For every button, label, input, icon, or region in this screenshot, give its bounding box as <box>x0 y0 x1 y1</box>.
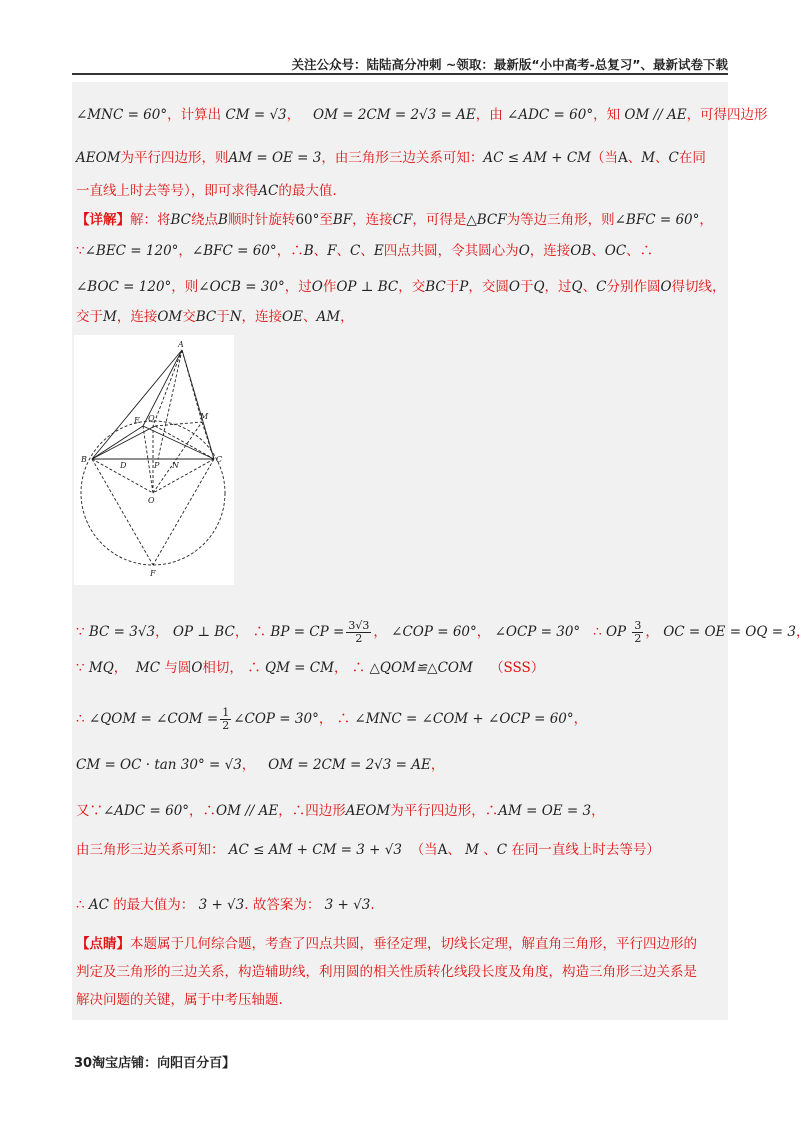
math: ∠OCB = 30° <box>198 279 285 295</box>
math: 3 + √3 <box>324 897 371 913</box>
segment-oe <box>143 426 153 493</box>
text: 交于 <box>76 309 103 325</box>
math: OP ⊥ BC <box>336 279 399 295</box>
therefore-symbol: ∴ <box>247 660 261 676</box>
math: E <box>373 243 384 259</box>
math: O <box>660 279 672 295</box>
label-q: Q <box>148 414 155 423</box>
text: 得切线， <box>671 279 726 295</box>
line-14 <box>76 894 724 916</box>
math: O <box>508 279 520 295</box>
math: ∠ADC = 60° <box>507 107 594 123</box>
math: AEOM <box>76 150 121 166</box>
math: △BCF <box>466 212 507 228</box>
segment-ba <box>92 350 182 459</box>
text: （当 <box>410 842 438 858</box>
text: 与圆 <box>164 660 192 676</box>
text: 、 <box>336 243 350 259</box>
therefore-symbol: ∴ <box>336 711 351 727</box>
fraction-numerator: 3√3 <box>348 619 370 632</box>
segment-cf <box>153 459 214 565</box>
text: 一直线上时去等号），即可求得 <box>76 183 259 199</box>
line-3 <box>76 180 724 202</box>
therefore-symbol: ∴ <box>484 803 499 819</box>
text: ，可得是 <box>412 212 467 228</box>
text: 作 <box>322 279 337 295</box>
math: BC = 3√3 <box>88 624 156 640</box>
text: ， <box>699 212 713 228</box>
page-number: 30 <box>74 1056 93 1071</box>
therefore-symbol: ∴ <box>290 243 304 259</box>
text: ，连接 <box>352 212 393 228</box>
text: （SSS） <box>489 660 545 676</box>
math: M <box>103 309 117 325</box>
text: ， <box>318 711 333 727</box>
math: CM = OC · tan 30° = √3 <box>76 757 242 773</box>
text: ，连接 <box>116 309 158 325</box>
math: ∠BFC = 60° <box>614 212 700 228</box>
text: 交 <box>182 309 196 325</box>
text: ，交 <box>398 279 426 295</box>
math: OE <box>282 309 303 325</box>
math: P <box>459 279 469 295</box>
text: ，连接 <box>529 243 571 259</box>
text: 、 <box>591 243 605 259</box>
math: 3 + √3 <box>198 897 245 913</box>
text: 分别作圆 <box>606 279 661 295</box>
because-symbol: ∵ <box>76 243 85 259</box>
math: MQ <box>88 660 114 676</box>
segment-ec <box>143 426 214 459</box>
page-footer <box>74 1052 235 1071</box>
text: ，则 <box>171 279 199 295</box>
text: ， <box>430 757 445 773</box>
text: 为平行四边形， <box>390 803 485 819</box>
math: AC ≤ AM + CM = 3 + √3 <box>228 842 402 858</box>
math: AM <box>316 309 341 325</box>
fraction <box>632 620 643 645</box>
math: ∠QOM = ∠COM = <box>88 711 219 727</box>
math: M <box>465 842 479 858</box>
math: △QOM≌△COM <box>369 660 473 676</box>
text: 、 <box>655 150 669 166</box>
math: B <box>303 243 314 259</box>
math: BF <box>332 212 353 228</box>
text: ， <box>795 624 809 640</box>
text: 于 <box>216 309 230 325</box>
math: O <box>191 660 203 676</box>
math: ∠COP = 30° <box>233 711 319 727</box>
math: AC ≤ AM + CM <box>483 150 591 166</box>
text: 为等边三角形，则 <box>506 212 615 228</box>
text: ，计算出 <box>167 107 222 123</box>
math: F <box>327 243 337 259</box>
text: 解：将 <box>130 212 171 228</box>
math: B <box>218 212 228 228</box>
segment-am <box>182 350 202 422</box>
therefore-symbol: ∴ <box>291 803 306 819</box>
text: 、 <box>302 309 317 325</box>
text: 在同一直线上时去等号） <box>511 842 660 858</box>
page-header: 关注公众号：陆陆高分冲刺 ~领取：最新版“小中高考-总复习”、最新试卷下载 <box>291 57 728 72</box>
math: N <box>229 309 242 325</box>
text: ， <box>113 660 128 676</box>
text: （当 <box>590 150 618 166</box>
line-12 <box>76 800 724 822</box>
text: 至 <box>319 212 333 228</box>
math: C <box>349 243 361 259</box>
text: 四点共圆，令其圆心为 <box>383 243 519 259</box>
math: Q <box>533 279 545 295</box>
text: ，由三角形三边关系可知： <box>321 150 484 166</box>
fraction-denominator: 2 <box>634 632 642 645</box>
therefore-symbol: ∴ <box>252 624 267 640</box>
text: 又 <box>76 803 90 819</box>
math: BC <box>425 279 446 295</box>
text: 为平行四边形，则 <box>120 150 229 166</box>
text: 于 <box>445 279 460 295</box>
fraction-denominator: 2 <box>222 719 230 732</box>
text: . <box>370 897 375 913</box>
label-f: F <box>150 569 156 578</box>
math: O <box>311 279 323 295</box>
text: ，可得四边形 <box>686 107 768 123</box>
text: 相切， <box>202 660 243 676</box>
math: C <box>596 279 607 295</box>
line-11 <box>76 754 724 776</box>
math: ∠BFC = 60° <box>191 243 277 259</box>
text: ， <box>340 309 354 325</box>
text: 四边形 <box>305 803 346 819</box>
therefore-symbol: ∴ <box>202 803 217 819</box>
math: MC <box>135 660 161 676</box>
text: ， <box>333 660 348 676</box>
text: ，由 <box>475 107 503 123</box>
math: QM = CM <box>265 660 334 676</box>
because-symbol: ∵ <box>76 624 85 640</box>
line-15 <box>76 933 724 955</box>
text: ， <box>155 624 169 640</box>
text: 、 <box>483 842 497 858</box>
segment-qm <box>155 422 202 426</box>
fraction-denominator: 2 <box>355 632 363 645</box>
text: 、 <box>360 243 374 259</box>
line-16 <box>76 961 724 983</box>
math: BP = CP = <box>270 624 345 640</box>
math: OM = 2CM = 2√3 = AE <box>268 757 431 773</box>
label-n: N <box>172 461 179 470</box>
geometry-diagram <box>74 335 234 585</box>
math: AC <box>258 183 279 199</box>
text: 、 <box>313 243 328 259</box>
math: ∠OCP = 30° <box>494 624 581 640</box>
text: ， <box>476 624 491 640</box>
math: OC <box>604 243 627 259</box>
text: ， <box>286 107 301 123</box>
text: 解决问题的关键，属于中考压轴题. <box>76 992 283 1008</box>
segment-qc <box>155 426 214 459</box>
math: Q <box>571 279 583 295</box>
math: OM // AE <box>216 803 279 819</box>
fraction <box>220 707 231 732</box>
text: ， <box>241 757 256 773</box>
segment-be <box>92 426 143 459</box>
text: 的最大值. <box>278 183 337 199</box>
math: AC <box>88 897 109 913</box>
text: ， <box>178 243 192 259</box>
text: ， <box>591 803 605 819</box>
fraction-numerator: 1 <box>222 706 230 719</box>
label-e: E <box>134 416 140 425</box>
label-a: A <box>178 340 184 349</box>
text: . 故答案为： <box>244 897 321 913</box>
therefore-symbol: ∴ <box>639 243 654 259</box>
math: BC <box>170 212 192 228</box>
text: ， <box>645 624 659 640</box>
detail-label: 【详解】 <box>76 212 130 228</box>
math: ∠COP = 60° <box>391 624 477 640</box>
math: ∠ADC = 60° <box>103 803 190 819</box>
line-6 <box>76 276 724 298</box>
math: ∠MNC = 60° <box>76 107 168 123</box>
text: ， <box>276 243 291 259</box>
text: ， <box>373 624 387 640</box>
math: AM = OE = 3 <box>228 150 322 166</box>
math: OM = 2CM = 2√3 = AE <box>313 107 476 123</box>
text: ， <box>189 803 203 819</box>
text: 顺时针旋转 <box>227 212 296 228</box>
math: AM = OE = 3 <box>498 803 592 819</box>
text: 判定及三角形的三边关系，构造辅助线，利用圆的相关性质转化线段长度及角度，构造三角形三边关系是 <box>76 964 697 980</box>
text: 由三角形三边关系可知： <box>76 842 225 858</box>
therefore-symbol: ∴ <box>593 624 602 640</box>
math: ∠MNC = ∠COM + ∠OCP = 60° <box>354 711 574 727</box>
math: OP ⊥ BC <box>172 624 235 640</box>
math: ∠BOC = 120° <box>76 279 172 295</box>
label-o: O <box>148 496 155 505</box>
text: 于 <box>519 279 534 295</box>
text: 、 <box>627 150 642 166</box>
text: 在同 <box>678 150 706 166</box>
math: C <box>668 150 679 166</box>
line-1 <box>76 104 768 126</box>
label-b: B <box>81 455 87 464</box>
because-symbol: ∵ <box>76 660 85 676</box>
text: ，过 <box>284 279 312 295</box>
math: ∠BEC = 120° <box>84 243 179 259</box>
segment-co <box>153 459 214 493</box>
math: OM <box>157 309 183 325</box>
text: ， <box>234 624 249 640</box>
math: CM = √3 <box>225 107 287 123</box>
text: ，知 <box>593 107 621 123</box>
math: 60° <box>295 212 320 228</box>
label-p: P <box>154 461 160 470</box>
text: ， <box>278 803 292 819</box>
fraction-numerator: 3 <box>634 619 642 632</box>
math: CF <box>392 212 413 228</box>
math: O <box>518 243 530 259</box>
label-c: C <box>216 455 223 464</box>
text: 、 <box>582 279 597 295</box>
line-8 <box>76 615 809 649</box>
segment-om <box>153 422 202 493</box>
math: C <box>496 842 508 858</box>
math: OP <box>605 624 627 640</box>
line-9 <box>76 657 724 679</box>
because-symbol: ∵ <box>89 803 103 819</box>
header-divider <box>72 73 728 75</box>
text: 的最大值为： <box>113 897 195 913</box>
segment-bf <box>92 459 153 565</box>
math: A <box>437 842 448 858</box>
label-d: D <box>120 461 127 470</box>
math: M <box>641 150 656 166</box>
text: 绕点 <box>191 212 219 228</box>
geometry-figure <box>74 335 234 585</box>
line-4 <box>76 209 724 231</box>
footer-text: 淘宝店铺：向阳百分百】 <box>92 1056 236 1071</box>
text: ，连接 <box>241 309 283 325</box>
fraction <box>346 620 371 645</box>
line-17 <box>76 989 724 1011</box>
comment-label: 【点睛】 <box>76 936 130 952</box>
math: OM // AE <box>624 107 687 123</box>
line-7 <box>76 306 724 328</box>
line-2 <box>76 147 724 169</box>
text: ，交圆 <box>468 279 509 295</box>
line-10 <box>76 702 724 736</box>
math: OB <box>570 243 592 259</box>
math: AEOM <box>345 803 391 819</box>
text: 、 <box>626 243 640 259</box>
text: ， <box>573 711 588 727</box>
math: A <box>617 150 628 166</box>
text: 、 <box>447 842 461 858</box>
line-5 <box>76 240 724 262</box>
line-13 <box>76 839 724 861</box>
text: 本题属于几何综合题，考查了四点共圆，垂径定理，切线长定理，解直角三角形，平行四边形的 <box>130 936 697 952</box>
math: BC <box>195 309 217 325</box>
label-m: M <box>200 412 209 421</box>
therefore-symbol: ∴ <box>351 660 366 676</box>
therefore-symbol: ∴ <box>76 711 85 727</box>
math: OC = OE = OQ = 3 <box>663 624 796 640</box>
therefore-symbol: ∴ <box>76 897 85 913</box>
text: ，过 <box>544 279 572 295</box>
